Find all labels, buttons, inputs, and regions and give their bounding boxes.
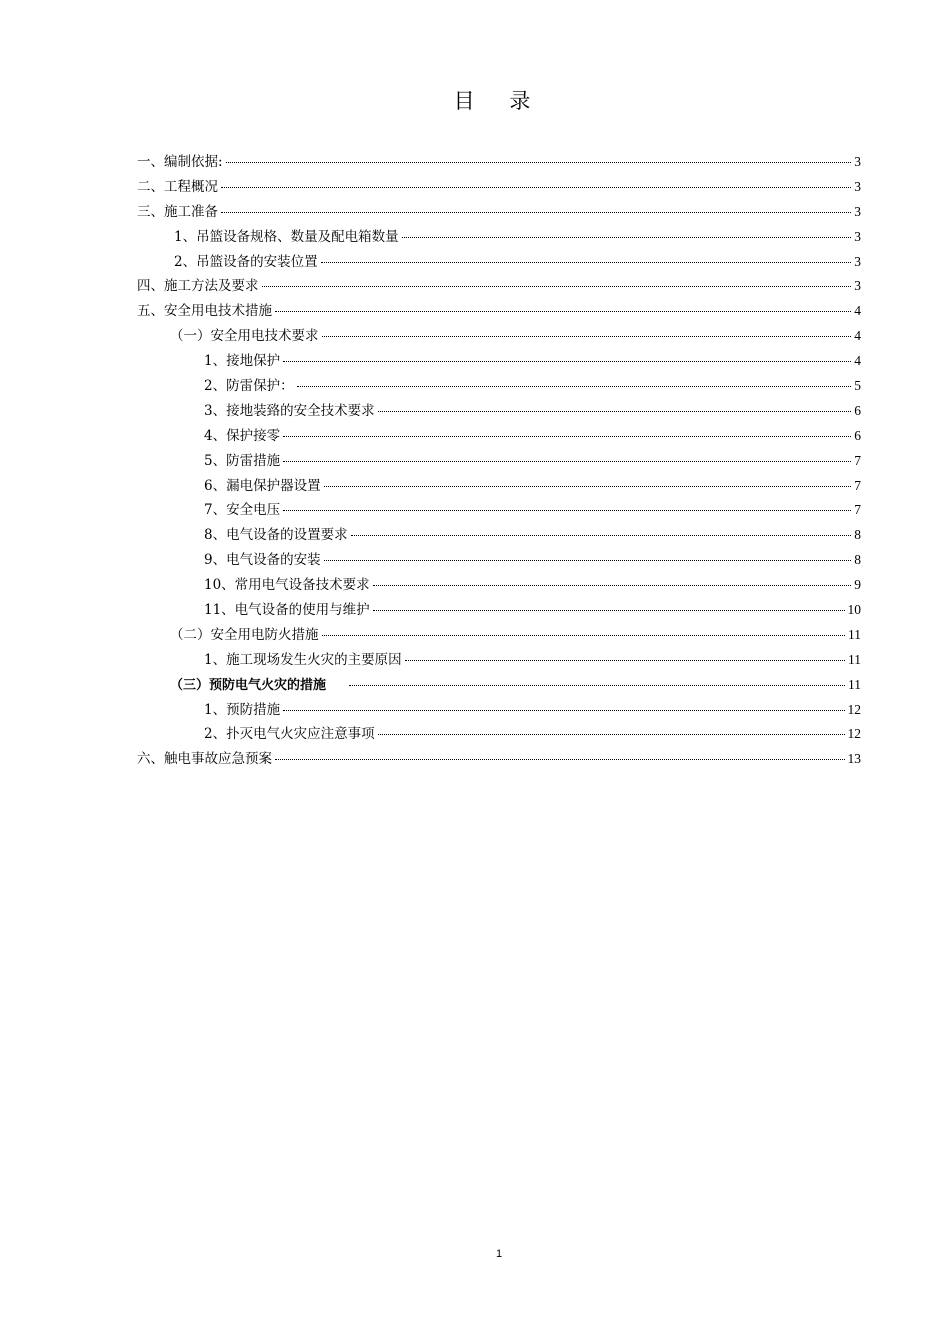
toc-entry-label: 三、施工准备 (137, 203, 218, 220)
toc-entry-label: 1、预防措施 (204, 701, 281, 718)
toc-entry[interactable] (137, 598, 861, 623)
toc-entry[interactable] (137, 523, 861, 548)
toc-entry-page: 7 (854, 502, 861, 518)
toc-entry-label: （一）安全用电技术要求 (170, 328, 319, 345)
toc-dot-leader (283, 509, 851, 511)
toc-entry[interactable] (137, 349, 861, 374)
toc-dot-leader (378, 410, 852, 412)
toc-entry[interactable] (137, 548, 861, 573)
toc-entry[interactable] (137, 424, 861, 449)
toc-entry-label: 六、触电事故应急预案 (137, 751, 272, 768)
toc-entry-label: 二、工程概况 (137, 178, 218, 195)
toc-entry-label: 11、电气设备的使用与维护 (204, 602, 370, 619)
toc-dot-leader (275, 758, 845, 760)
toc-entry[interactable] (137, 623, 861, 648)
toc-entry-page: 3 (854, 178, 861, 194)
toc-entry-label: 2、吊篮设备的安装位置 (174, 253, 318, 270)
page-number: 1 (495, 1248, 503, 1260)
toc-entry[interactable] (137, 175, 861, 200)
toc-entry[interactable] (137, 200, 861, 225)
toc-dot-leader (283, 460, 851, 462)
toc-entry-page: 8 (854, 527, 861, 543)
toc-entry-page: 7 (854, 477, 861, 493)
toc-entry[interactable] (137, 324, 861, 349)
toc-entry-label: 2、防雷保护： (204, 378, 294, 395)
toc-entry-label: 5、防雷措施 (204, 452, 281, 469)
toc-dot-leader (378, 733, 845, 735)
toc-dot-leader (221, 211, 851, 213)
table-of-contents (137, 150, 861, 772)
toc-dot-leader (275, 310, 851, 312)
toc-entry-label: 4、保护接零 (204, 427, 281, 444)
toc-dot-leader (321, 261, 852, 263)
toc-dot-leader (262, 285, 852, 287)
toc-entry-label: 一、编制依据: (137, 154, 223, 170)
toc-entry-label: （二）安全用电防火措施 (170, 626, 319, 643)
toc-entry-page: 3 (854, 228, 861, 244)
toc-entry-label: 8、电气设备的设置要求 (204, 527, 348, 544)
toc-entry-page: 4 (854, 328, 861, 344)
toc-dot-leader (226, 161, 852, 163)
toc-entry-page: 9 (854, 577, 861, 593)
toc-entry-label: 1、吊篮设备规格、数量及配电箱数量 (174, 228, 399, 245)
toc-entry-label: （三）预防电气火灾的措施 (170, 677, 327, 693)
toc-entry[interactable] (137, 722, 861, 747)
toc-entry-page: 6 (854, 402, 861, 418)
toc-entry-label: 10、常用电气设备技术要求 (204, 577, 370, 594)
toc-entry-page: 3 (854, 278, 861, 294)
toc-entry[interactable] (137, 648, 861, 673)
toc-entry-page: 3 (854, 154, 861, 169)
toc-dot-leader (283, 709, 844, 711)
toc-entry-label: 6、漏电保护器设置 (204, 477, 321, 494)
toc-entry-page: 4 (854, 303, 861, 319)
toc-entry-label: 1、接地保护 (204, 353, 281, 370)
toc-entry-page: 12 (847, 701, 861, 717)
toc-dot-leader (351, 534, 852, 536)
page-title: 目 录 (453, 89, 545, 113)
toc-entry-page: 10 (847, 602, 861, 618)
toc-entry-page: 3 (854, 253, 861, 269)
toc-dot-leader (322, 335, 852, 337)
toc-entry-page: 8 (854, 552, 861, 568)
toc-dot-leader (324, 485, 852, 487)
toc-entry[interactable] (137, 250, 861, 275)
toc-entry-label: 四、施工方法及要求 (137, 278, 259, 295)
toc-entry[interactable] (137, 498, 861, 523)
toc-entry[interactable] (137, 399, 861, 424)
toc-entry[interactable] (137, 225, 861, 250)
toc-entry[interactable] (137, 474, 861, 499)
toc-entry-label: 7、安全电压 (204, 502, 281, 519)
toc-entry-label: 9、电气设备的安装 (204, 552, 321, 569)
toc-dot-leader (283, 360, 851, 362)
toc-entry-page: 11 (848, 651, 861, 667)
toc-dot-leader (221, 186, 851, 188)
toc-dot-leader (322, 634, 846, 636)
toc-entry-page: 7 (854, 452, 861, 468)
toc-entry-page: 5 (854, 378, 861, 394)
toc-entry[interactable] (137, 374, 861, 399)
toc-entry-page: 11 (848, 626, 861, 642)
toc-dot-leader (324, 559, 852, 561)
toc-entry[interactable] (137, 150, 861, 175)
toc-entry[interactable] (137, 673, 861, 698)
toc-dot-leader (402, 236, 852, 238)
toc-entry[interactable] (137, 449, 861, 474)
toc-entry-label: 3、接地装臵的安全技术要求 (204, 402, 375, 419)
toc-dot-leader (373, 584, 852, 586)
toc-entry[interactable] (137, 747, 861, 772)
toc-entry[interactable] (137, 299, 861, 324)
toc-entry-page: 12 (847, 726, 861, 742)
toc-entry-label: 五、安全用电技术措施 (137, 303, 272, 320)
toc-entry-page: 11 (848, 676, 861, 692)
toc-entry-label: 1、施工现场发生火灾的主要原因 (204, 651, 402, 668)
toc-entry-page: 6 (854, 427, 861, 443)
toc-dot-leader (349, 684, 845, 686)
toc-dot-leader (405, 659, 845, 661)
toc-dot-leader (373, 609, 845, 611)
toc-entry[interactable] (137, 274, 861, 299)
toc-entry-page: 4 (854, 353, 861, 369)
toc-entry[interactable] (137, 573, 861, 598)
toc-entry-page: 3 (854, 203, 861, 219)
toc-entry-page: 13 (847, 751, 861, 767)
toc-entry[interactable] (137, 698, 861, 723)
toc-dot-leader (297, 385, 852, 387)
toc-entry-label: 2、扑灭电气火灾应注意事项 (204, 726, 375, 743)
toc-dot-leader (283, 435, 851, 437)
